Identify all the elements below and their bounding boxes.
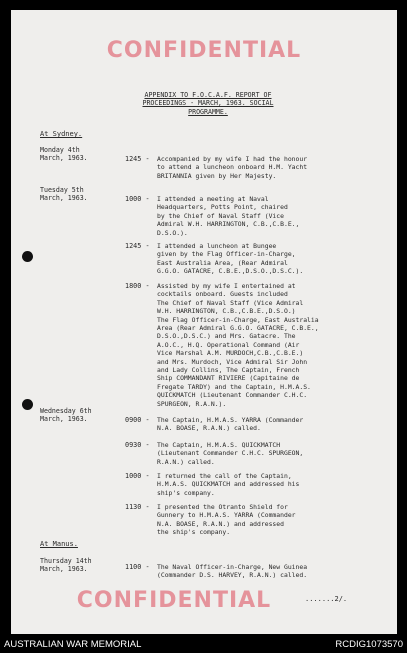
entry-time: 1130 -	[125, 503, 150, 511]
punch-hole-lower	[22, 399, 33, 410]
date-wednesday: Wednesday 6th March, 1963.	[40, 407, 92, 424]
appendix-heading	[108, 91, 308, 116]
entry-time: 1000 -	[125, 472, 150, 480]
entry-text: Assisted by my wife I entertained at cocktails onboard. Guests included The Chief of Naval Staff (Vice Admiral W.H. HARRINGTON, C.B.,C.B.E.,D.S.O.) The Flag Officer-in-Charge, East Australia Area (Rear Admiral G.G.O. GATACRE, C.B.E., D.S.O.,D.S.C.) and Mrs. Gatacre. The A.O.C., H.Q. Operational Command (Air Vice Marshal A.M. MURDOCH,C.B.,C.B.E.) and Mrs. Murdoch, Vice Admiral Sir John and Lady Collins, The Captain, French Ship COMMANDANT RIVIERE (Capitaine de Fregate TARDY) and the Captain, H.M.A.S. QUICKMATCH (Lieutenant Commander C.H.C. SPURGEON, R.A.N.).	[157, 282, 319, 408]
archive-name: AUSTRALIAN WAR MEMORIAL	[4, 639, 142, 650]
entry-text: I returned the call of the Captain, H.M.A.S. QUICKMATCH and addressed his ship's company.	[157, 472, 300, 497]
entry-text: Accompanied by my wife I had the honour to attend a luncheon onboard H.M. Yacht BRITANNIA given by Her Majesty.	[157, 155, 308, 180]
entry-text: I attended a luncheon at Bungee given by the Flag Officer-in-Charge, East Australia Area, (Rear Admiral G.G.O. GATACRE, C.B.E.,D.S.O.,D.S.C.).	[157, 242, 304, 276]
entry-time: 0900 -	[125, 416, 150, 424]
archive-footer-bar	[0, 634, 407, 653]
entry-text: The Captain, H.M.A.S. QUICKMATCH (Lieutenant Commander C.H.C. SPURGEON, R.A.N.) called.	[157, 441, 304, 466]
entry-time: 1800 -	[125, 282, 150, 290]
entry-text: I presented the Otranto Shield for Gunnery to H.M.A.S. YARRA (Commander N.A. BOASE, R.A.N.) and addressed the ship's company.	[157, 503, 296, 537]
entry-time: 1245 -	[125, 242, 150, 250]
date-monday: Monday 4th March, 1963.	[40, 146, 88, 163]
entry-text: The Naval Officer-in-Charge, New Guinea (Commander D.S. HARVEY, R.A.N.) called.	[157, 563, 308, 580]
confidential-stamp-bottom: CONFIDENTIAL	[76, 588, 272, 613]
record-id: RCDIG1073570	[335, 639, 403, 650]
entry-time: 1245 -	[125, 155, 150, 163]
entry-text: I attended a meeting at Naval Headquarters, Potts Point, chaired by the Chief of Naval Staff (Vice Admiral W.H. HARRINGTON, C.B.,C.B.E., D.S.O.).	[157, 195, 300, 237]
date-tuesday: Tuesday 5th March, 1963.	[40, 186, 88, 203]
location-manus: At Manus.	[40, 540, 78, 548]
document-page	[11, 10, 397, 634]
location-sydney: At Sydney.	[40, 130, 83, 138]
heading-line-1: APPENDIX TO F.O.C.A.F. REPORT OF	[144, 91, 272, 99]
punch-hole-upper	[22, 251, 33, 262]
page-continuation: .......2/.	[305, 595, 348, 603]
entry-time: 1100 -	[125, 563, 150, 571]
entry-text: The Captain, H.M.A.S. YARRA (Commander N.A. BOASE, R.A.N.) called.	[157, 416, 304, 433]
entry-time: 0930 -	[125, 441, 150, 449]
entry-time: 1000 -	[125, 195, 150, 203]
heading-line-3: PROGRAMME.	[188, 107, 228, 116]
heading-line-2: PROCEEDINGS - MARCH, 1963. SOCIAL	[142, 99, 274, 108]
confidential-stamp-top: CONFIDENTIAL	[106, 38, 302, 63]
date-thursday: Thursday 14th March, 1963.	[40, 557, 92, 574]
